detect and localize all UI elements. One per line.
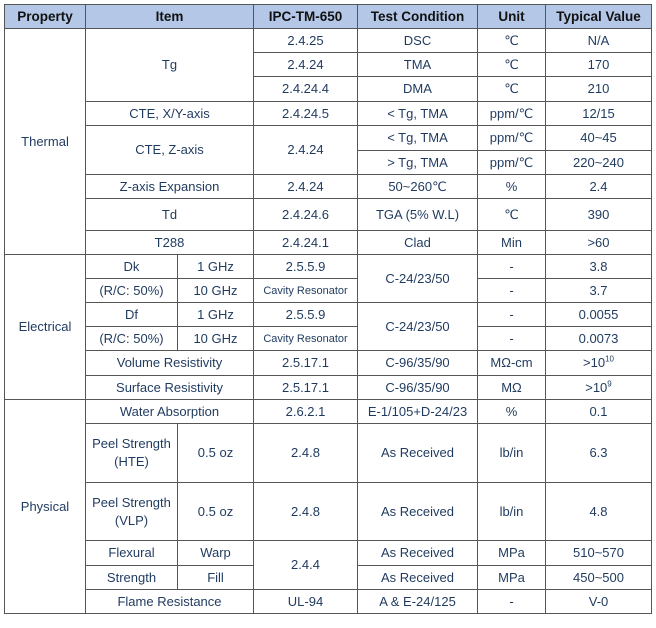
table-row [5, 483, 652, 541]
condition-cell: > Tg, TMA [358, 151, 478, 175]
header-method: IPC-TM-650 [254, 5, 358, 29]
method-cell: 2.4.8 [254, 483, 358, 541]
unit-cell: ℃ [478, 77, 546, 102]
df-rc: (R/C: 50%) [86, 327, 178, 351]
value-cell [546, 376, 652, 400]
value-cell: 0.0073 [546, 327, 652, 351]
header-unit: Unit [478, 5, 546, 29]
header-item: Item [86, 5, 254, 29]
condition-cell: E-1/105+D-24/23 [358, 400, 478, 424]
item-water-absorption: Water Absorption [86, 400, 254, 424]
value-base: >10 [583, 355, 606, 370]
value-exponent: 10 [605, 354, 614, 364]
value-cell: 170 [546, 53, 652, 77]
dk-rc: (R/C: 50%) [86, 279, 178, 303]
method-cell: 2.4.8 [254, 424, 358, 483]
method-cell: 2.4.24 [254, 53, 358, 77]
freq-cell: 10 GHz [178, 327, 254, 351]
value-cell: 6.3 [546, 424, 652, 483]
value-cell: >60 [546, 231, 652, 255]
method-cell: 2.4.4 [254, 541, 358, 590]
value-cell: 0.1 [546, 400, 652, 424]
method-cell: 2.4.24.5 [254, 102, 358, 126]
method-cell: UL-94 [254, 590, 358, 614]
flexural-name-top: Flexural [86, 541, 178, 566]
unit-cell: - [478, 255, 546, 279]
condition-cell: As Received [358, 424, 478, 483]
condition-cell: C-96/35/90 [358, 376, 478, 400]
table-row [5, 199, 652, 231]
unit-cell: MPa [478, 566, 546, 590]
condition-cell: Clad [358, 231, 478, 255]
condition-cell: < Tg, TMA [358, 126, 478, 151]
value-cell: 510~570 [546, 541, 652, 566]
unit-cell: % [478, 175, 546, 199]
condition-cell: A & E-24/125 [358, 590, 478, 614]
item-td: Td [86, 199, 254, 231]
header-row [5, 5, 652, 29]
unit-cell: MΩ-cm [478, 351, 546, 376]
item-peel-hte: Peel Strength (HTE) [86, 424, 178, 483]
method-cell: 2.6.2.1 [254, 400, 358, 424]
table-row [5, 279, 652, 303]
value-cell: V-0 [546, 590, 652, 614]
df-name: Df [86, 303, 178, 327]
table-row [5, 327, 652, 351]
spec-table [4, 4, 652, 614]
condition-cell: TMA [358, 53, 478, 77]
table-row [5, 424, 652, 483]
unit-cell: - [478, 327, 546, 351]
value-base: >10 [585, 379, 608, 395]
table-row [5, 376, 652, 400]
flexural-name-bottom: Strength [86, 566, 178, 590]
freq-cell: 10 GHz [178, 279, 254, 303]
condition-cell: 50~260℃ [358, 175, 478, 199]
value-cell: 450~500 [546, 566, 652, 590]
item-surface-resistivity: Surface Resistivity [86, 376, 254, 400]
spec-table-container [4, 4, 652, 614]
table-row [5, 126, 652, 151]
unit-cell: MPa [478, 541, 546, 566]
direction-cell: Fill [178, 566, 254, 590]
header-property: Property [5, 5, 86, 29]
method-cell: Cavity Resonator [254, 327, 358, 351]
method-cell: 2.4.24 [254, 175, 358, 199]
item-peel-vlp: Peel Strength (VLP) [86, 483, 178, 541]
value-cell: 3.8 [546, 255, 652, 279]
direction-cell: Warp [178, 541, 254, 566]
table-row [5, 400, 652, 424]
method-cell: 2.4.24.1 [254, 231, 358, 255]
method-cell: 2.4.25 [254, 29, 358, 53]
unit-cell: lb/in [478, 483, 546, 541]
unit-cell: ppm/℃ [478, 102, 546, 126]
method-cell: 2.5.5.9 [254, 255, 358, 279]
value-cell: 2.4 [546, 175, 652, 199]
group-physical: Physical [5, 400, 86, 614]
method-cell: 2.4.24 [254, 126, 358, 175]
condition-cell: As Received [358, 483, 478, 541]
header-condition: Test Condition [358, 5, 478, 29]
freq-cell: 1 GHz [178, 303, 254, 327]
condition-cell: < Tg, TMA [358, 102, 478, 126]
condition-cell: As Received [358, 566, 478, 590]
value-cell: 3.7 [546, 279, 652, 303]
item-cte-z: CTE, Z-axis [86, 126, 254, 175]
unit-cell: Min [478, 231, 546, 255]
value-cell [546, 351, 652, 376]
group-thermal: Thermal [5, 29, 86, 255]
unit-cell: - [478, 590, 546, 614]
table-row [5, 255, 652, 279]
method-cell: 2.5.17.1 [254, 376, 358, 400]
unit-cell: MΩ [478, 376, 546, 400]
value-cell: 220~240 [546, 151, 652, 175]
header-value: Typical Value [546, 5, 652, 29]
condition-cell: DSC [358, 29, 478, 53]
condition-cell: C-96/35/90 [358, 351, 478, 376]
table-row [5, 303, 652, 327]
value-cell: 4.8 [546, 483, 652, 541]
method-cell: 2.4.24.6 [254, 199, 358, 231]
value-cell: 40~45 [546, 126, 652, 151]
unit-cell: ℃ [478, 53, 546, 77]
unit-cell: ℃ [478, 199, 546, 231]
item-t288: T288 [86, 231, 254, 255]
item-tg: Tg [86, 29, 254, 102]
table-row [5, 541, 652, 566]
condition-cell: DMA [358, 77, 478, 102]
table-row [5, 29, 652, 53]
table-row [5, 351, 652, 376]
unit-cell: - [478, 279, 546, 303]
table-row [5, 175, 652, 199]
value-cell: 12/15 [546, 102, 652, 126]
value-cell: N/A [546, 29, 652, 53]
dk-name: Dk [86, 255, 178, 279]
item-z-expansion: Z-axis Expansion [86, 175, 254, 199]
value-cell: 210 [546, 77, 652, 102]
item-volume-resistivity: Volume Resistivity [86, 351, 254, 376]
freq-cell: 1 GHz [178, 255, 254, 279]
unit-cell: lb/in [478, 424, 546, 483]
value-cell: 0.0055 [546, 303, 652, 327]
item-flame-resistance: Flame Resistance [86, 590, 254, 614]
weight-cell: 0.5 oz [178, 483, 254, 541]
weight-cell: 0.5 oz [178, 424, 254, 483]
unit-cell: % [478, 400, 546, 424]
method-cell: 2.4.24.4 [254, 77, 358, 102]
method-cell: 2.5.5.9 [254, 303, 358, 327]
unit-cell: ℃ [478, 29, 546, 53]
condition-cell: C-24/23/50 [358, 255, 478, 303]
table-row [5, 102, 652, 126]
table-row [5, 590, 652, 614]
method-cell: 2.5.17.1 [254, 351, 358, 376]
group-electrical: Electrical [5, 255, 86, 400]
unit-cell: - [478, 303, 546, 327]
value-exponent: 9 [607, 379, 612, 389]
table-row [5, 231, 652, 255]
condition-cell: C-24/23/50 [358, 303, 478, 351]
item-cte-xy: CTE, X/Y-axis [86, 102, 254, 126]
value-cell: 390 [546, 199, 652, 231]
condition-cell: As Received [358, 541, 478, 566]
unit-cell: ppm/℃ [478, 151, 546, 175]
condition-cell: TGA (5% W.L) [358, 199, 478, 231]
unit-cell: ppm/℃ [478, 126, 546, 151]
method-cell: Cavity Resonator [254, 279, 358, 303]
